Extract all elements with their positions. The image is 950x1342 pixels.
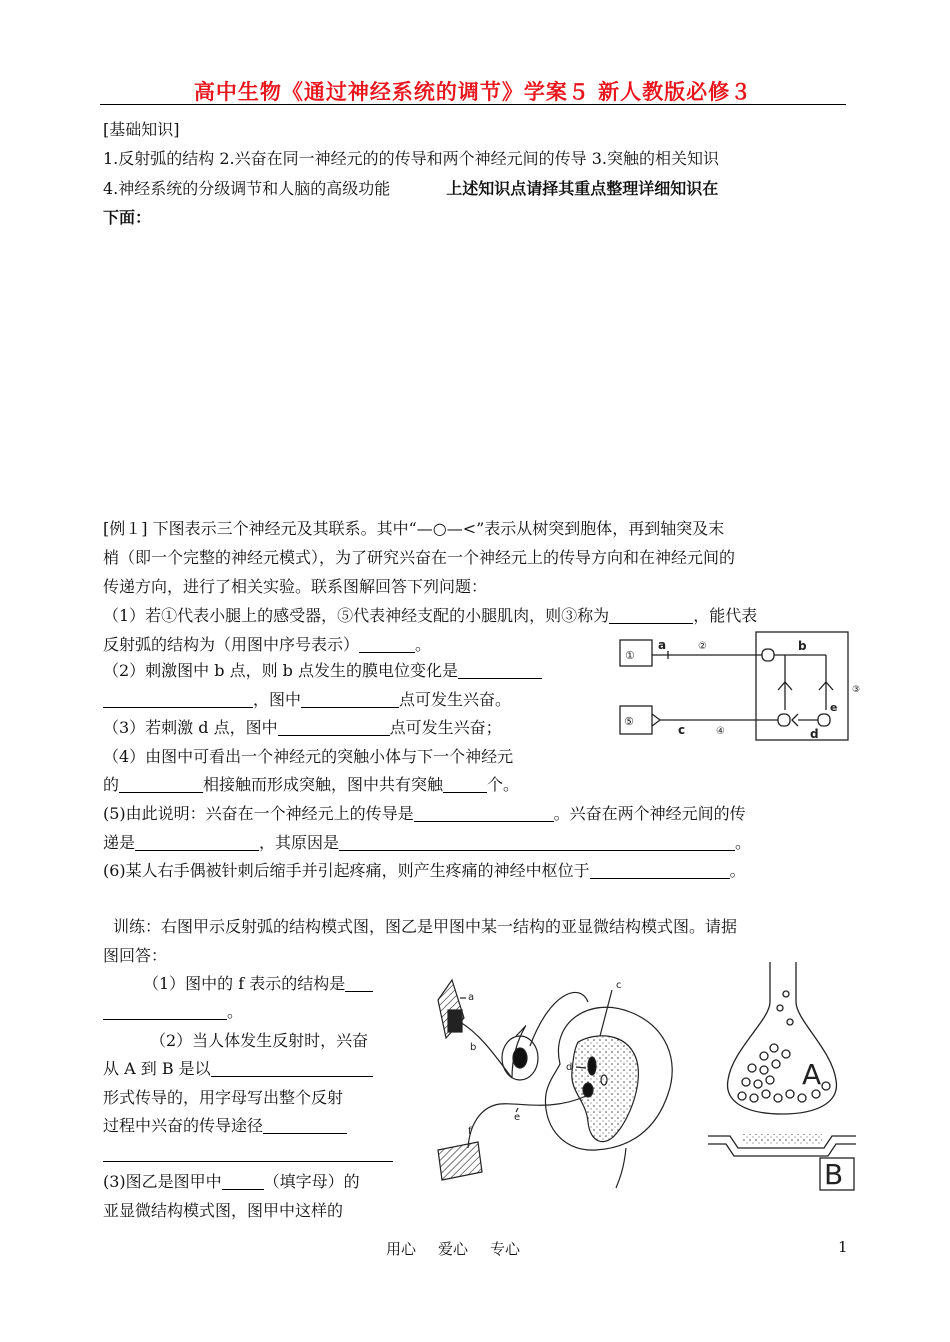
training-q2-line-3: 形式传导的，用字母写出整个反射 [103, 1088, 344, 1107]
label-a: a [468, 992, 475, 1003]
example1-q2-cont: ，图中 点可发生兴奋。 [103, 692, 511, 708]
ganglion-cell [513, 1048, 527, 1068]
example1-line-3: 传递方向，进行了相关实验。联系图解回答下列问题： [103, 577, 488, 596]
answer-blank[interactable] [301, 706, 399, 708]
answer-blank[interactable] [103, 1160, 393, 1162]
example1-q2: （2）刺激图中 b 点，则 b 点发生的膜电位变化是 [103, 663, 542, 679]
answer-blank[interactable] [103, 1018, 227, 1020]
cell-body-3 [778, 714, 790, 726]
basics-instruction: 上述知识点请择其重点整理详细知识在 [446, 179, 719, 198]
training-q3: (3)图乙是图甲中 （填字母）的 [103, 1172, 360, 1191]
basics-line-2-text: 4.神经系统的分级调节和人脑的高级功能 [103, 179, 391, 198]
reflex-arc-diagram [430, 972, 700, 1190]
example1-q6: (6)某人右手偶被针刺后缩手并引起疼痛，则产生疼痛的神经中枢位于 。 [103, 861, 746, 880]
label-b: b [798, 639, 807, 653]
label-5: ⑤ [624, 715, 634, 728]
example1-q1-cont: 反射弧的结构为（用图中序号表示） 。 [103, 635, 432, 654]
page-number: 1 [838, 1238, 848, 1256]
label-f: f [468, 1126, 472, 1137]
example1-q4: （4）由图中可看出一个神经元的突触小体与下一个神经元 [103, 747, 514, 766]
training-line-2: 图回答： [103, 946, 168, 965]
answer-blank[interactable] [119, 791, 203, 793]
answer-blank[interactable] [222, 1188, 264, 1190]
cell-body-1 [762, 649, 774, 661]
training-q2-cont: 从 A 到 B 是以 [103, 1061, 373, 1077]
neuron-diagram [612, 628, 860, 746]
page-title: 高中生物《通过神经系统的调节》学案５ 新人教版必修３ [193, 79, 753, 104]
label-A: A [802, 1058, 822, 1091]
label-3: ③ [852, 685, 860, 695]
answer-blank[interactable] [135, 849, 259, 851]
answer-blank[interactable] [278, 734, 390, 736]
answer-blank[interactable] [359, 651, 415, 653]
efferent-nerve [468, 1096, 586, 1148]
training-q3-cont: 亚显微结构模式图，图甲中这样的 [103, 1201, 344, 1220]
answer-blank[interactable] [443, 791, 487, 793]
answer-blank[interactable] [609, 622, 693, 624]
answer-blank[interactable] [103, 706, 253, 708]
label-4: ④ [716, 726, 725, 737]
footer [386, 1238, 542, 1259]
training-line-1: 训练：右图甲示反射弧的结构模式图，图乙是甲图中某一结构的亚显微结构模式图。请据 [113, 917, 738, 936]
training-q2-line-5 [103, 1146, 393, 1162]
example1-q5-cont: 递是 ，其原因是 。 [103, 833, 752, 852]
label-1: ① [625, 649, 635, 662]
answer-blank[interactable] [458, 677, 542, 679]
training-q1-cont: 。 [103, 1004, 243, 1020]
answer-blank[interactable] [345, 990, 373, 992]
example1-q3: （3）若刺激 d 点，图中 点可发生兴奋； [103, 718, 502, 737]
training-q1: （1）图中的 f 表示的结构是 [143, 976, 373, 992]
footer-word-3: 专心 [490, 1240, 521, 1258]
basics-line-2 [103, 181, 718, 197]
training-q2-line-4: 过程中兴奋的传导途径 [103, 1118, 347, 1134]
label-b: b [470, 1042, 477, 1053]
example1-q4-cont: 的 相接触而形成突触，图中共有突触 个。 [103, 775, 520, 794]
footer-word-2: 爱心 [438, 1240, 469, 1258]
example1-q1: （1）若①代表小腿上的感受器，⑤代表神经支配的小腿肌肉，则③称为 ，能代表 [103, 606, 758, 625]
muscle-effector [438, 1142, 482, 1180]
basics-line-1: 1.反射弧的结构 2.兴奋在同一神经元的的传导和两个神经元间的传导 3.突触的相关知识 [103, 149, 719, 168]
basics-heading: [基础知识] [103, 120, 180, 139]
label-d: d [810, 727, 819, 741]
example1-line-2: 梢（即一个完整的神经元模式），为了研究兴奋在一个神经元上的传导方向和在神经元间的 [103, 548, 736, 567]
example1-q5: (5)由此说明：兴奋在一个神经元上的传导是 。兴奋在两个神经元间的传 [103, 804, 746, 823]
synapse-diagram [706, 958, 858, 1192]
answer-blank[interactable] [414, 820, 554, 822]
label-a: a [658, 638, 667, 652]
title-rule [100, 104, 846, 105]
example1-line-1: [例１] 下图表示三个神经元及其联系。其中“—○—<”表示从树突到胞体，再到轴突及末 [103, 519, 725, 538]
cell-body-2 [818, 714, 830, 726]
footer-word-1: 用心 [386, 1240, 417, 1258]
answer-blank[interactable] [590, 877, 730, 879]
receptor-ending [448, 1010, 462, 1032]
grey-matter [572, 1036, 639, 1142]
answer-blank[interactable] [211, 1075, 373, 1077]
training-q2: （2）当人体发生反射时，兴奋 [150, 1031, 369, 1050]
answer-blank[interactable] [263, 1132, 347, 1134]
label-e: e [830, 701, 838, 714]
label-c: c [678, 723, 686, 737]
synaptic-knob [728, 962, 837, 1114]
answer-blank[interactable] [339, 849, 735, 851]
label-c: c [616, 980, 622, 991]
label-e: e [514, 1112, 521, 1123]
label-2: ② [698, 641, 707, 652]
label-B: B [824, 1158, 844, 1191]
label-d: d [566, 1062, 573, 1073]
basics-line-3: 下面： [103, 208, 152, 227]
